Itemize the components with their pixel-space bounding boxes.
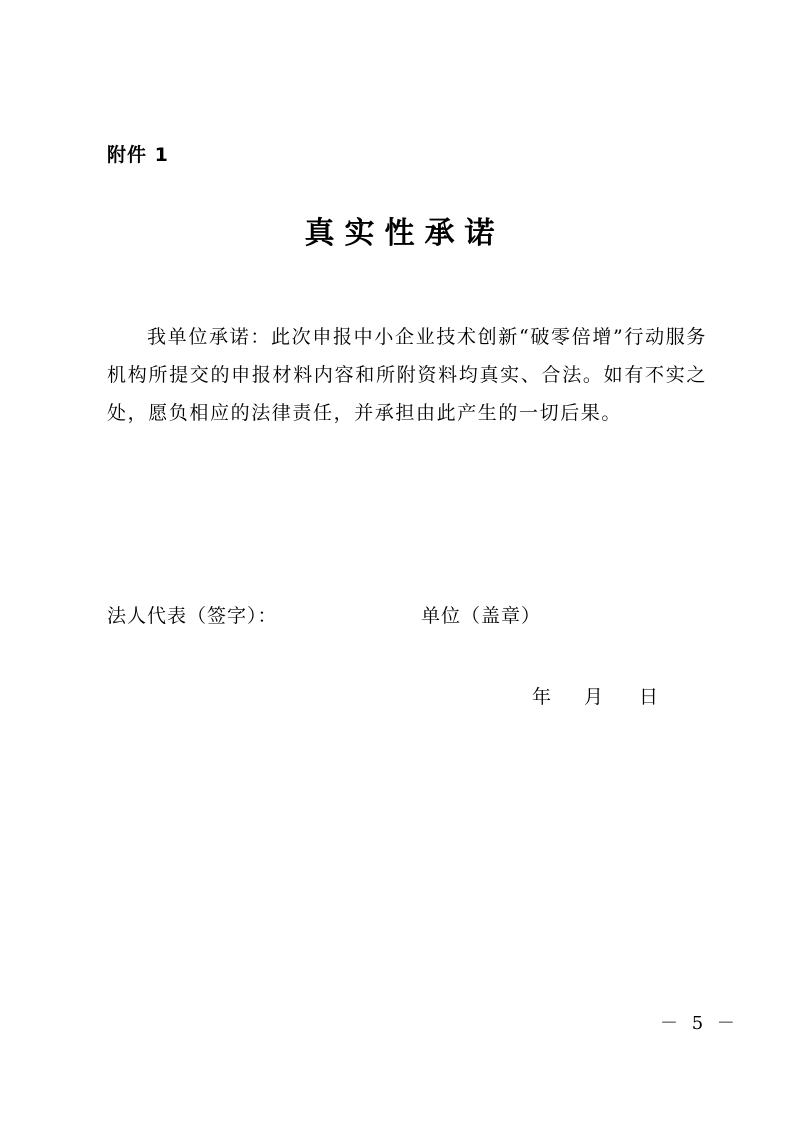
date-day-label: 日 [639,686,659,708]
legal-representative-signature-label: 法人代表（签字）： [107,605,278,627]
document-title: 真实性承诺 [304,216,505,251]
page-number: － 5 － [660,1013,739,1034]
date-month-label: 月 [584,686,604,708]
unit-seal-label: 单位（盖章） [421,605,542,627]
date-year-label: 年 [532,686,552,708]
commitment-paragraph: 我单位承诺：此次申报中小企业技术创新“破零倍增”行动服务机构所提交的申报材料内容和所附资料均真实、合法。如有不实之处，愿负相应的法律责任，并承担由此产生的一切后果。 [107,326,707,424]
attachment-label: 附件 1 [107,144,169,166]
